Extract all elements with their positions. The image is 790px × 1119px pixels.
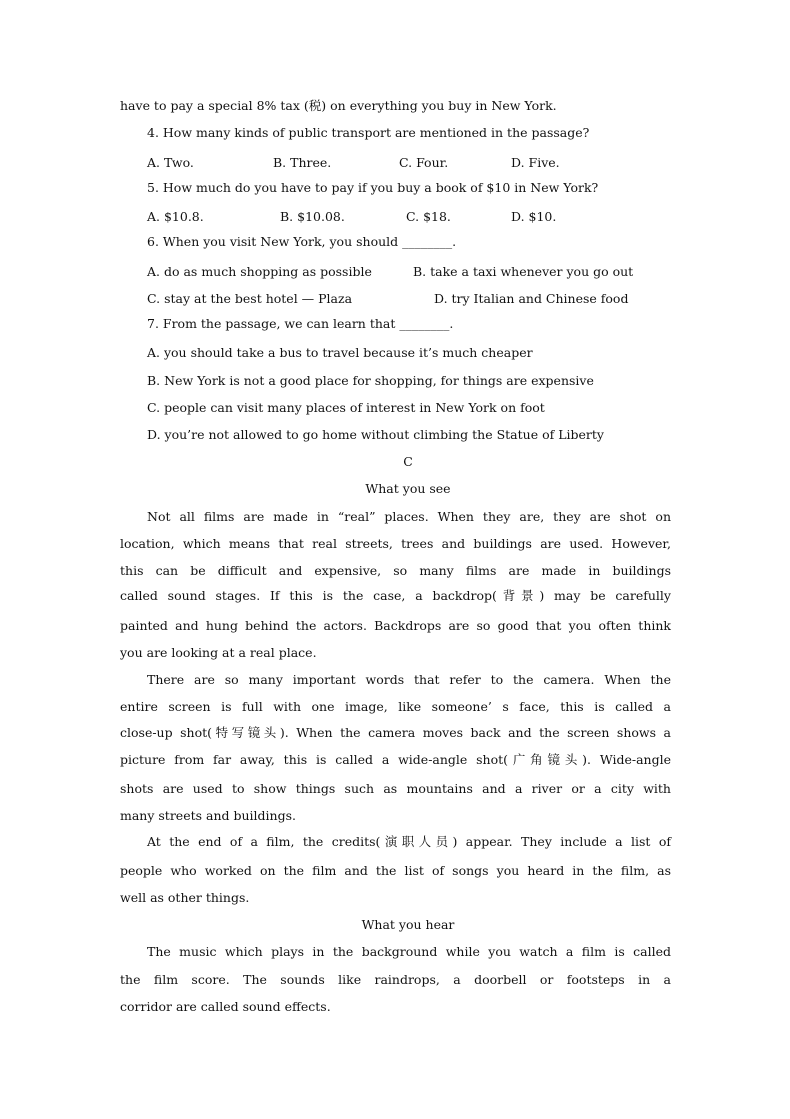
q7-option-d: D. you’re not allowed to go home without climbing the Statue of Liberty [147,427,604,442]
para2-line: close-up shot(特写镜头). When the camera moves back and the screen shows a [120,725,671,740]
para1-line: this can be difficult and expensive, so many films are made in buildings [120,563,671,578]
para2-line: entire screen is full with one image, like someone’ s face, this is called a [120,699,671,714]
para4-line: corridor are called sound effects. [120,999,331,1014]
heading-what-you-hear: What you hear [361,917,455,932]
para1-line: Not all films are made in “real” places. When they are, they are shot on [147,509,671,524]
q7-option-b: B. New York is not a good place for shopping, for things are expensive [147,373,594,388]
para2-line: many streets and buildings. [120,808,296,823]
para3-line: At the end of a film, the credits(演职人员) appear. They include a list of [147,834,671,849]
q5-option-a: A. $10.8. [147,209,204,224]
para3-line: well as other things. [120,890,250,905]
q4-option-a: A. Two. [147,155,194,170]
q5-option-d: D. $10. [511,209,557,224]
q4-option-c: C. Four. [399,155,449,170]
q6-option-c: C. stay at the best hotel — Plaza [147,291,353,306]
heading-what-you-see: What you see [365,481,451,496]
para1-line: called sound stages. If this is the case, a backdrop(背景) may be carefully [120,588,671,603]
q7-option-a: A. you should take a bus to travel because it’s much cheaper [147,345,533,360]
para2-line: There are so many important words that refer to the camera. When the [147,672,671,687]
para1-line: you are looking at a real place. [120,645,317,660]
q6-option-d: D. try Italian and Chinese food [434,291,629,306]
continued-text-line: have to pay a special 8% tax (税) on everything you buy in New York. [120,98,557,113]
question-5-stem: 5. How much do you have to pay if you buy a book of $10 in New York? [147,180,599,195]
q6-option-b: B. take a taxi whenever you go out [413,264,634,279]
question-6-stem: 6. When you visit New York, you should ________. [147,234,457,249]
para1-line: painted and hung behind the actors. Backdrops are so good that you often think [120,618,671,633]
q4-option-d: D. Five. [511,155,560,170]
q5-option-b: B. $10.08. [280,209,345,224]
para4-line: The music which plays in the background while you watch a film is called [147,944,671,959]
q5-option-c: C. $18. [406,209,451,224]
para2-line: shots are used to show things such as mountains and a river or a city with [120,781,671,796]
para1-line: location, which means that real streets, trees and buildings are used. However, [120,536,671,551]
para2-line: picture from far away, this is called a wide-angle shot(广角镜头). Wide-angle [120,752,671,767]
section-letter: C [403,454,413,469]
q7-option-c: C. people can visit many places of interest in New York on foot [147,400,545,415]
para3-line: people who worked on the film and the list of songs you heard in the film, as [120,863,671,878]
q6-option-a: A. do as much shopping as possible [147,264,372,279]
question-7-stem: 7. From the passage, we can learn that ________. [147,316,454,331]
question-4-stem: 4. How many kinds of public transport are mentioned in the passage? [147,125,590,140]
q4-option-b: B. Three. [273,155,332,170]
para4-line: the film score. The sounds like raindrops, a doorbell or footsteps in a [120,972,671,987]
